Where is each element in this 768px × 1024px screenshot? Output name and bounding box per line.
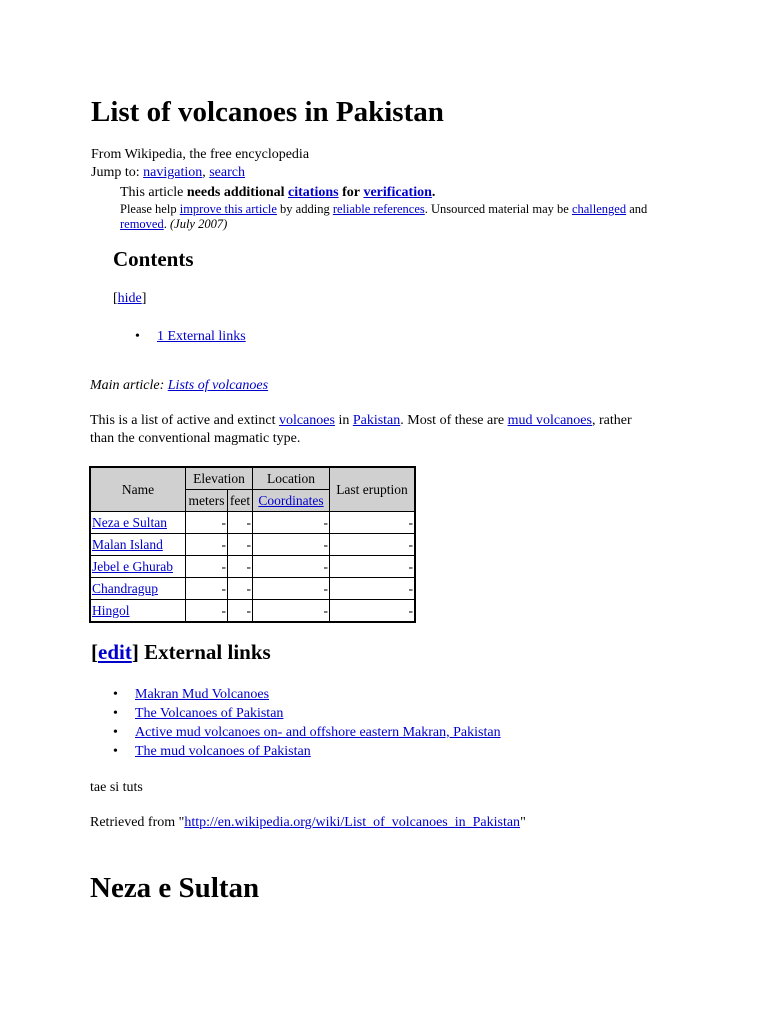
meters-cell: -	[186, 534, 228, 556]
last-eruption-cell: -	[330, 534, 416, 556]
table-row	[90, 578, 415, 600]
meters-cell: -	[186, 556, 228, 578]
last-eruption-cell: -	[330, 600, 416, 623]
list-item	[135, 327, 246, 346]
volcanoes-link[interactable]: volcanoes	[278, 413, 335, 428]
hide-link[interactable]: hide	[117, 291, 142, 306]
challenged-link[interactable]: challenged	[571, 202, 627, 216]
notice-period: .	[431, 185, 436, 200]
notice-for: for	[342, 185, 360, 200]
volcano-link[interactable]: Chandragup	[92, 580, 158, 596]
coordinates-cell: -	[253, 578, 330, 600]
citation-notice	[120, 185, 660, 232]
volcano-link[interactable]: Neza e Sultan	[92, 514, 167, 530]
retrieved-suffix: "	[520, 815, 526, 830]
external-link[interactable]: Active mud volcanoes on- and offshore eastern Makran, Pakistan	[135, 725, 501, 740]
bracket-open: [	[113, 291, 118, 306]
second-title: Neza e Sultan	[90, 872, 260, 904]
external-link[interactable]: The Volcanoes of Pakistan	[135, 706, 284, 721]
meters-cell: -	[186, 600, 228, 623]
footer-text: tae si tuts	[90, 780, 143, 795]
coordinates-cell: -	[253, 600, 330, 623]
coordinates-cell: -	[253, 556, 330, 578]
reliable-references-link[interactable]: reliable references	[332, 202, 425, 216]
volcano-link[interactable]: Malan Island	[92, 536, 163, 552]
notice-body-text: .	[163, 217, 167, 231]
bracket-open: [	[91, 640, 98, 664]
notice-title	[120, 185, 660, 201]
external-links-heading	[91, 640, 271, 665]
last-eruption-cell: -	[330, 512, 416, 534]
notice-text: This article	[120, 185, 184, 200]
lists-of-volcanoes-link[interactable]: Lists of volcanoes	[167, 378, 269, 393]
intro-text: than the conventional magmatic type.	[90, 431, 301, 446]
page-title: List of volcanoes in Pakistan	[91, 96, 444, 128]
header-location: Location	[253, 467, 330, 490]
search-link[interactable]: search	[209, 165, 245, 180]
meters-cell: -	[186, 578, 228, 600]
external-link[interactable]: Makran Mud Volcanoes	[135, 687, 270, 702]
meters-cell: -	[186, 512, 228, 534]
edit-link[interactable]: edit	[98, 640, 132, 664]
last-eruption-cell: -	[330, 578, 416, 600]
table-row	[90, 600, 415, 623]
mud-volcanoes-link[interactable]: mud volcanoes	[507, 413, 592, 428]
removed-link[interactable]: removed	[120, 217, 164, 231]
contents-list	[135, 327, 246, 346]
main-article-note	[90, 377, 268, 395]
verification-link[interactable]: verification	[363, 185, 432, 200]
jump-prefix: Jump to:	[91, 165, 140, 180]
list-item	[113, 704, 501, 723]
main-article-label: Main article:	[90, 378, 165, 393]
list-item	[113, 723, 501, 742]
feet-cell: -	[227, 600, 252, 623]
header-elevation: Elevation	[186, 467, 253, 490]
contents-title: Contents	[113, 247, 194, 271]
citations-link[interactable]: citations	[288, 185, 339, 200]
notice-body-text: by adding	[280, 202, 330, 216]
bracket-close: ]	[141, 291, 147, 306]
last-eruption-cell: -	[330, 556, 416, 578]
notice-bold: needs additional	[186, 185, 285, 200]
feet-cell: -	[227, 512, 252, 534]
list-item	[113, 685, 501, 704]
intro-text: in	[338, 413, 350, 428]
intro-text: This is a list of active and extinct	[90, 413, 276, 428]
retrieved-url-link[interactable]: http://en.wikipedia.org/wiki/List_of_volcanoes_in_Pakistan	[184, 815, 521, 830]
contents-toggle	[113, 290, 146, 308]
tagline: From Wikipedia, the free encyclopedia	[91, 147, 310, 162]
coordinates-cell: -	[253, 512, 330, 534]
feet-cell: -	[227, 556, 252, 578]
navigation-link[interactable]: navigation	[143, 165, 203, 180]
external-links-title: External links	[144, 640, 271, 664]
external-link[interactable]: The mud volcanoes of Pakistan	[135, 744, 311, 759]
notice-body-text: and	[629, 202, 648, 216]
improve-link[interactable]: improve this article	[179, 202, 277, 216]
header-feet: feet	[227, 490, 252, 512]
jump-separator: ,	[202, 165, 206, 180]
table-row	[90, 556, 415, 578]
list-item	[113, 742, 501, 761]
feet-cell: -	[227, 534, 252, 556]
table-row	[90, 534, 415, 556]
coordinates-cell: -	[253, 534, 330, 556]
retrieved-prefix: Retrieved from "	[90, 815, 185, 830]
volcano-table	[89, 466, 416, 623]
notice-date: (July 2007)	[169, 217, 228, 231]
bracket-close: ]	[131, 640, 139, 664]
volcano-link[interactable]: Hingol	[92, 602, 130, 618]
header-name: Name	[90, 467, 186, 512]
feet-cell: -	[227, 578, 252, 600]
volcano-link[interactable]: Jebel e Ghurab	[92, 558, 173, 574]
notice-body-text: . Unsourced material may be	[424, 202, 569, 216]
retrieved-from	[90, 814, 526, 832]
notice-body-text: Please help	[120, 202, 177, 216]
header-meters: meters	[186, 490, 228, 512]
intro-text: . Most of these are	[400, 413, 505, 428]
external-links-list	[113, 685, 501, 761]
intro-paragraph	[90, 412, 710, 448]
table-row	[90, 512, 415, 534]
header-last-eruption: Last eruption	[330, 467, 416, 512]
coordinates-link[interactable]: Coordinates	[258, 492, 324, 508]
intro-text: , rather	[591, 413, 632, 428]
toc-external-links[interactable]: 1 External links	[157, 329, 246, 344]
jump-links	[91, 164, 245, 182]
pakistan-link[interactable]: Pakistan	[352, 413, 401, 428]
notice-body	[120, 202, 660, 232]
